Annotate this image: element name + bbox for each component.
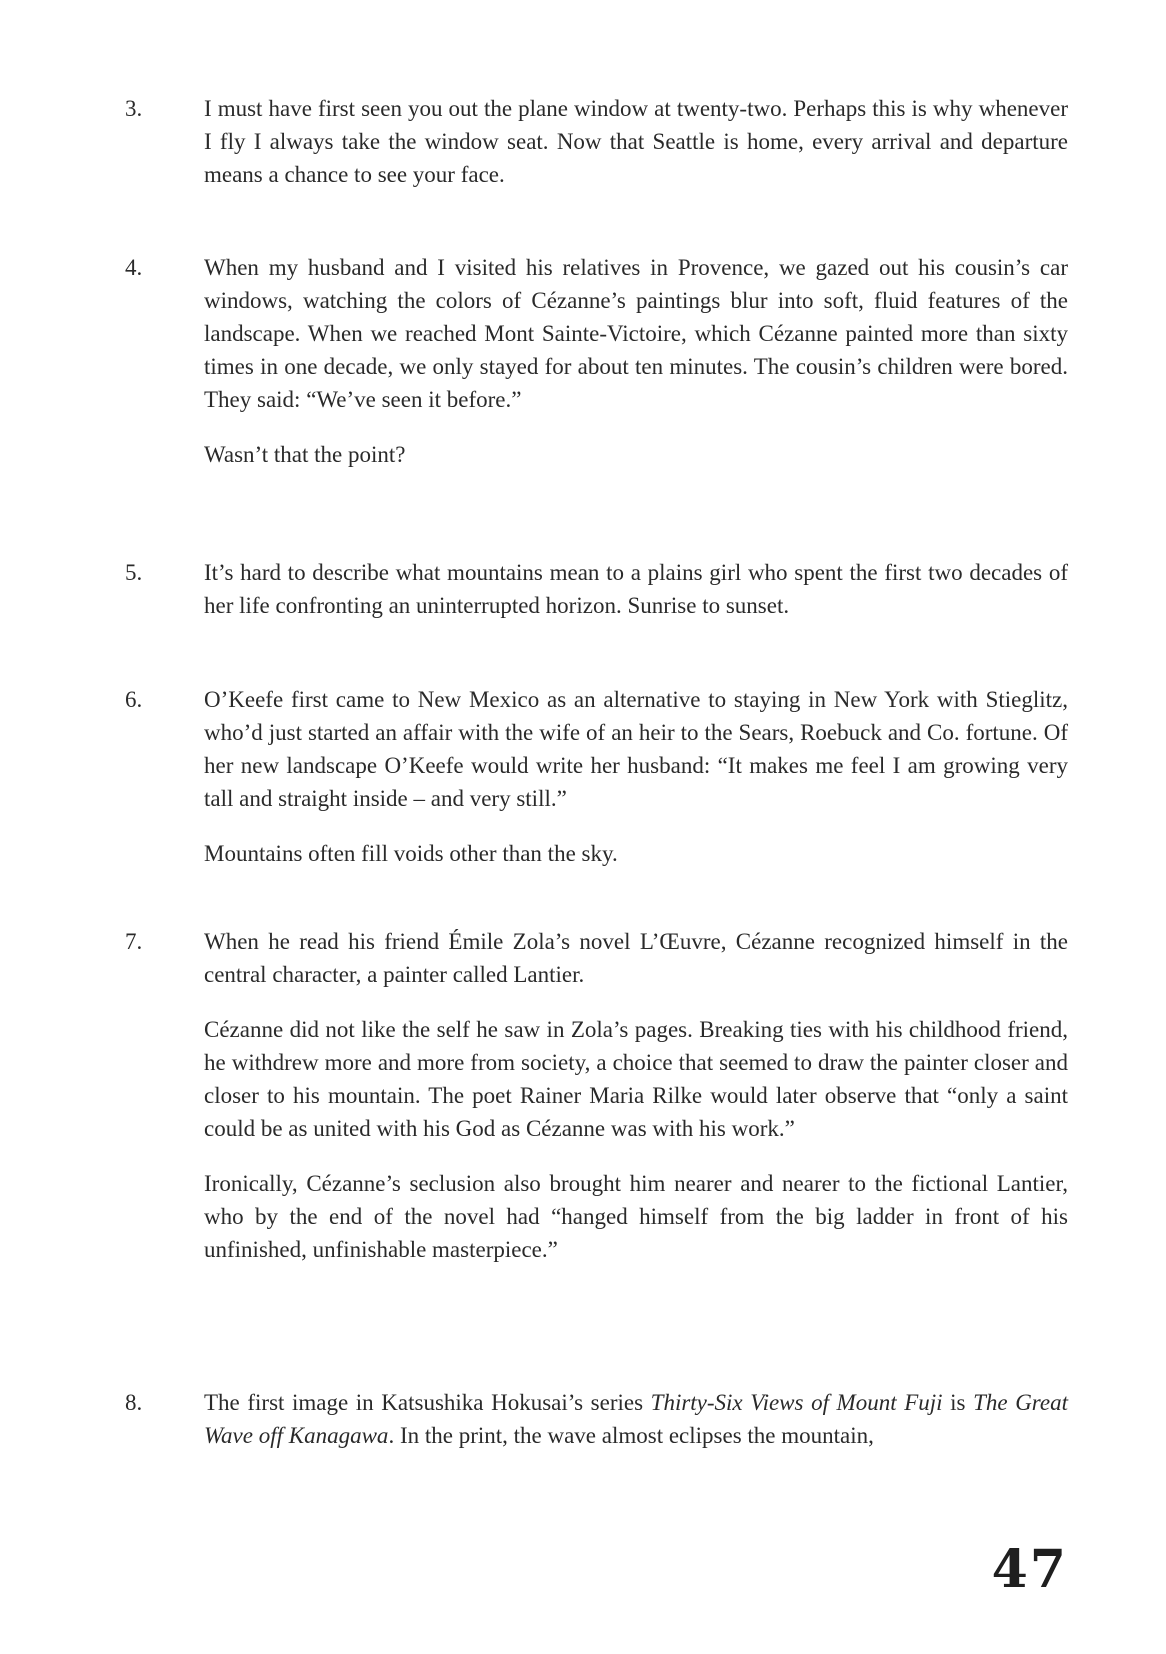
section-body [204, 683, 1068, 870]
section-body [204, 925, 1068, 1266]
artwork-title: The Great Wave off Kanagawa [204, 1390, 1068, 1448]
section-number: 5. [125, 560, 143, 585]
paragraph: Wasn’t that the point? [204, 442, 406, 467]
paragraph: I must have first seen you out the plane window at twenty-two. Perhaps this is why whenever I fly I always take the window seat. Now that Seattle is home, every arrival and departure means a chance to see your face. [204, 96, 1068, 187]
page-number: 47 [991, 1539, 1068, 1600]
paragraph: When he read his friend Émile Zola’s novel L’Œuvre, Cézanne recognized himself in the central character, a painter called Lantier. [204, 929, 1068, 987]
paragraph: Cézanne did not like the self he saw in Zola’s pages. Breaking ties with his childhood friend, he withdrew more and more from society, a choice that seemed to draw the painter closer and closer to his mountain. The poet Rainer Maria Rilke would later observe that “only a saint could be as united with his God as Cézanne was with his work.” [204, 1017, 1068, 1141]
paragraph: Ironically, Cézanne’s seclusion also brought him nearer and nearer to the fictional Lantier, who by the end of the novel had “hanged himself from the big ladder in front of his unfinished, unfinishable masterpiece.” [204, 1171, 1068, 1262]
section-number: 8. [125, 1390, 143, 1415]
paragraph: Mountains often fill voids other than the sky. [204, 841, 618, 866]
paragraph: O’Keefe first came to New Mexico as an alternative to staying in New York with Stieglitz, who’d just started an affair with the wife of an heir to the Sears, Roebuck and Co. fortune. Of her new landscape O’Keefe would write her husband: “It makes me feel I am growing very tall and straight inside – and very still.” [204, 687, 1068, 811]
paragraph: It’s hard to describe what mountains mean to a plains girl who spent the first two decades of her life confronting an uninterrupted horizon. Sunrise to sunset. [204, 560, 1068, 618]
paragraph: When my husband and I visited his relatives in Provence, we gazed out his cousin’s car windows, watching the colors of Cézanne’s paintings blur into soft, fluid features of the landscape. When we reached Mont Sainte-Victoire, which Cézanne painted more than sixty times in one decade, we only stayed for about ten minutes. The cousin’s children were bored. They said: “We’ve seen it before.” [204, 255, 1068, 412]
section-number: 3. [125, 96, 143, 121]
paragraph [204, 1386, 1068, 1452]
section-number: 7. [125, 929, 143, 954]
section-body [204, 556, 1068, 622]
paragraph-text: . In the print, the wave almost eclipses the mountain, [388, 1423, 874, 1448]
artwork-series-title: Thirty-Six Views of Mount Fuji [650, 1390, 943, 1415]
section-body [204, 251, 1068, 471]
paragraph-text: is [942, 1390, 974, 1415]
section-number: 6. [125, 687, 143, 712]
section-body [204, 1386, 1068, 1452]
section-body [204, 92, 1068, 191]
paragraph-text: The first image in Katsushika Hokusai’s series [204, 1390, 651, 1415]
section-number: 4. [125, 255, 143, 280]
